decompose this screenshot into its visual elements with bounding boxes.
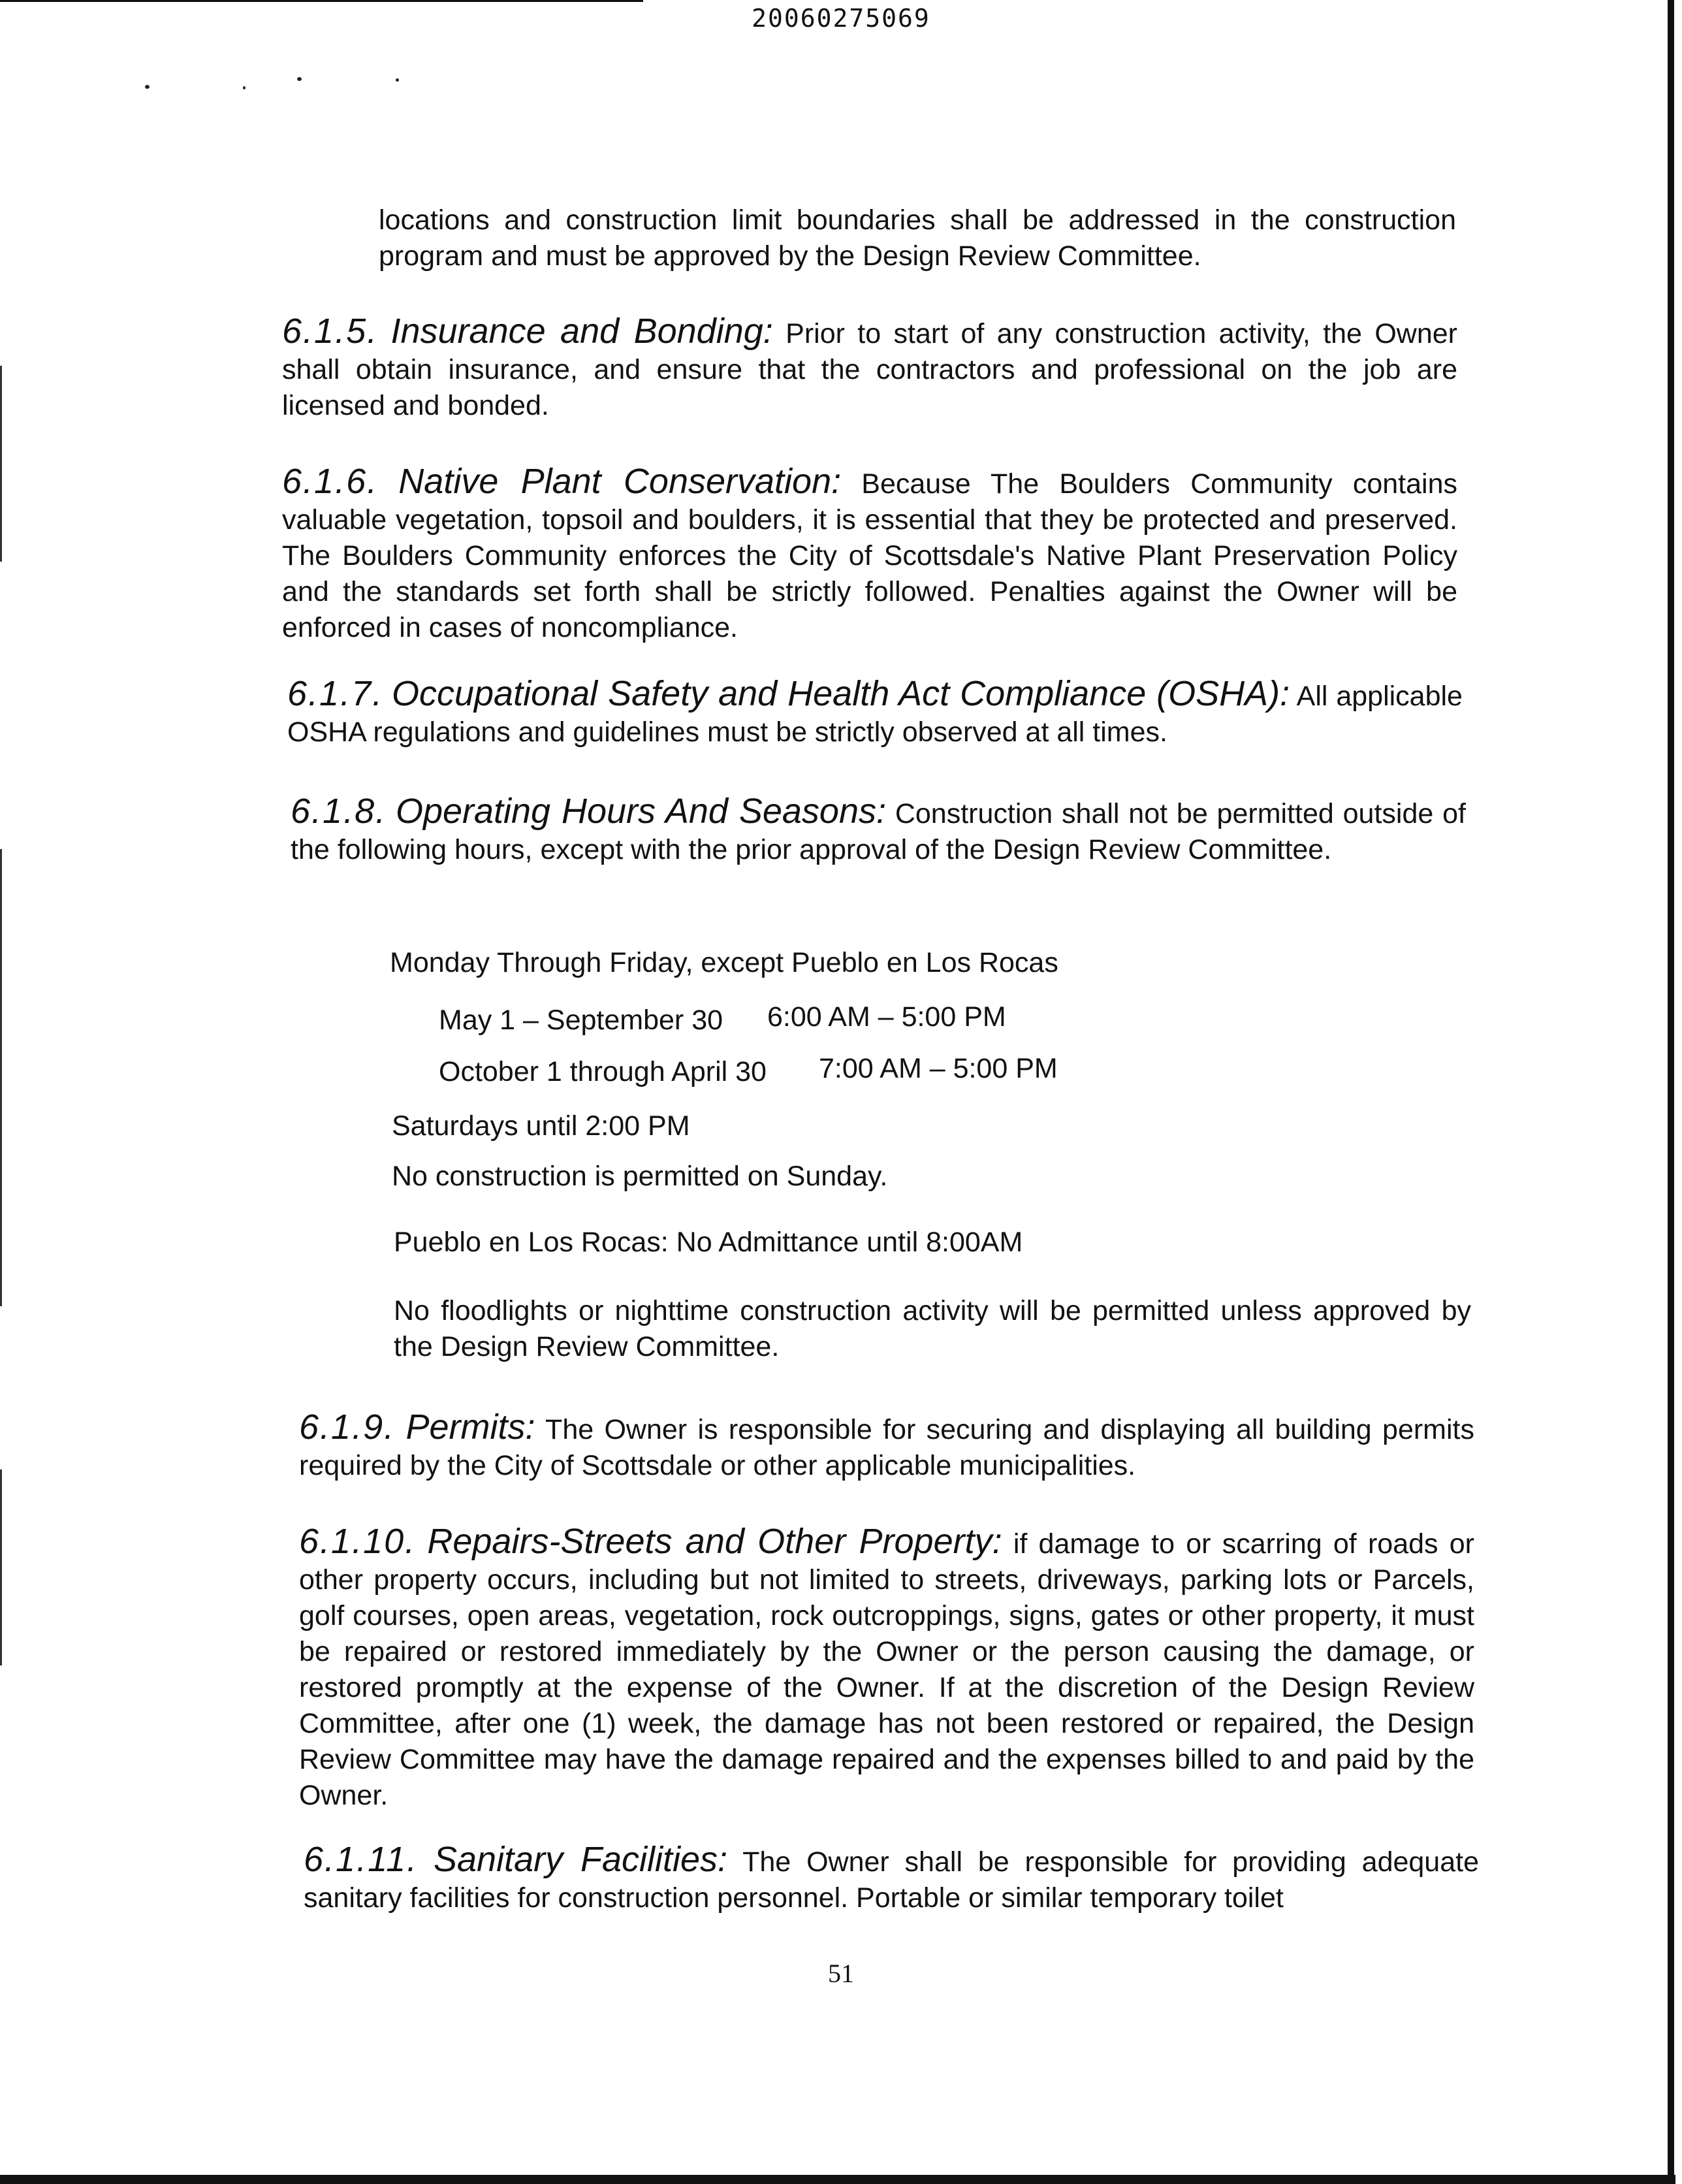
section-title: Native Plant Conservation: xyxy=(398,462,842,501)
hours-winter-time: 7:00 AM – 5:00 PM xyxy=(819,1053,1058,1084)
section-body: Because The Boulders Community contains valuable vegetation, topsoil and boulders, it is essential that they be protected and preserved. The Boulders Community enforces the City of Scottsdale's Native Plant Preservation Policy and the standards set forth shall be strictly followed. Penalties against the Owner will be enforced in cases of noncompliance. xyxy=(282,468,1457,643)
section-number: 6.1.11. xyxy=(304,1840,419,1879)
section-number: 6.1.7. xyxy=(287,674,384,713)
section-number: 6.1.5. xyxy=(282,312,379,351)
section-number: 6.1.10. xyxy=(299,1522,417,1561)
section-title: Repairs-Streets and Other Property: xyxy=(427,1522,1002,1561)
hours-saturday: Saturdays until 2:00 PM xyxy=(392,1110,690,1142)
section-title: Operating Hours And Seasons: xyxy=(395,792,886,831)
section-number: 6.1.9. xyxy=(299,1407,396,1447)
hours-sunday: No construction is permitted on Sunday. xyxy=(392,1161,888,1192)
document-number: 20060275069 xyxy=(752,4,930,33)
section-6-1-5 xyxy=(282,313,1457,424)
section-body: Prior to start of any construction activity, the Owner shall obtain insurance, and ensure that the contractors and professional on the job are licensed and bonded. xyxy=(282,318,1457,421)
hours-winter-range: October 1 through April 30 xyxy=(439,1056,767,1087)
section-title: Insurance and Bonding: xyxy=(390,312,773,351)
section-title: Sanitary Facilities: xyxy=(434,1840,728,1879)
section-title: Occupational Safety and Health Act Compliance (OSHA): xyxy=(391,674,1290,713)
section-number: 6.1.6. xyxy=(282,462,379,501)
section-6-1-7 xyxy=(287,676,1463,750)
section-body: The Owner shall be responsible for providing adequate sanitary facilities for construction personnel. Portable or similar temporary toilet xyxy=(304,1846,1480,1914)
section-body: The Owner is responsible for securing and displaying all building permits required by the City of Scottsdale or other applicable municipalities. xyxy=(299,1414,1475,1481)
hours-floodlights: No floodlights or nighttime construction activity will be permitted unless approved by the Design Review Committee. xyxy=(394,1295,1471,1362)
section-6-1-6 xyxy=(282,464,1457,646)
section-body: All applicable OSHA regulations and guidelines must be strictly observed at all times. xyxy=(287,681,1463,748)
hours-summer-time: 6:00 AM – 5:00 PM xyxy=(767,1001,1006,1033)
page-number: 51 xyxy=(828,1959,854,1988)
section-body: if damage to or scarring of roads or other property occurs, including but not limited to streets, driveways, parking lots or Parcels, golf courses, open areas, vegetation, rock outcroppings, signs, gates or other property, it must be repaired or restored immediately by the Owner or the person causing the damage, or restored promptly at the expense of the Owner. If at the discretion of the Design Review Committee, after one (1) week, the damage has not been restored or repaired, the Design Review Committee may have the damage repaired and the expenses billed to and paid by the Owner. xyxy=(299,1528,1474,1811)
section-number: 6.1.8. xyxy=(291,792,387,831)
section-6-1-11 xyxy=(304,1842,1479,1916)
section-6-1-8 xyxy=(291,794,1466,868)
section-title: Permits: xyxy=(405,1407,535,1447)
section-body: Construction shall not be permitted outside of the following hours, except with the prior approval of the Design Review Committee. xyxy=(291,798,1466,865)
hours-pueblo: Pueblo en Los Rocas: No Admittance until 8:00AM xyxy=(394,1227,1023,1258)
hours-weekday-heading: Monday Through Friday, except Pueblo en Los Rocas xyxy=(390,947,1058,978)
section-6-1-9 xyxy=(299,1409,1474,1484)
section-6-1-10 xyxy=(299,1524,1474,1814)
hours-summer-range: May 1 – September 30 xyxy=(439,1004,723,1036)
intro-paragraph: locations and construction limit boundaries shall be addressed in the construction program and must be approved by the Design Review Committee. xyxy=(379,204,1456,272)
